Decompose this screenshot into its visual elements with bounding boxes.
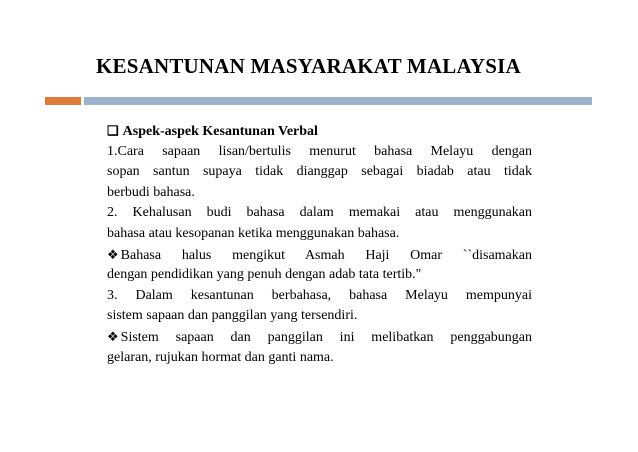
body-line: dengan pendidikan yang penuh dengan adab tata tertib." — [107, 267, 422, 283]
square-bullet-icon: ❑ — [107, 123, 119, 138]
body-line: sopan santun supaya tidak dianggap sebagai biadab atau tidak — [107, 164, 532, 180]
bullet-text: Bahasa halus mengikut Asmah Haji Omar ``disamakan — [120, 247, 532, 263]
slide-title: KESANTUNAN MASYARAKAT MALAYSIA — [96, 54, 521, 78]
body-line: 2. Kehalusan budi bahasa dalam memakai atau menggunakan — [107, 205, 532, 221]
bullet-line — [107, 327, 532, 348]
bullet-line — [107, 245, 532, 266]
slide-body — [107, 121, 532, 368]
diamond-bullet-icon: ❖ — [107, 328, 119, 344]
section-heading — [107, 121, 532, 142]
section-heading-text: Aspek-aspek Kesantunan Verbal — [122, 124, 318, 139]
body-line: bahasa atau kesopanan ketika menggunakan bahasa. — [107, 225, 400, 241]
body-line: sistem sapaan dan panggilan yang tersendiri. — [107, 308, 358, 324]
body-line: 1.Cara sapaan lisan/bertulis menurut bahasa Melayu dengan — [107, 143, 532, 159]
accent-divider — [45, 97, 81, 105]
bullet-text: Sistem sapaan dan panggilan ini melibatkan penggabungan — [120, 329, 532, 345]
diamond-bullet-icon: ❖ — [107, 246, 119, 262]
title-divider — [84, 97, 592, 105]
body-line: gelaran, rujukan hormat dan ganti nama. — [107, 349, 334, 365]
body-line: berbudi bahasa. — [107, 184, 195, 200]
body-line: 3. Dalam kesantunan berbahasa, bahasa Melayu mempunyai — [107, 287, 532, 303]
